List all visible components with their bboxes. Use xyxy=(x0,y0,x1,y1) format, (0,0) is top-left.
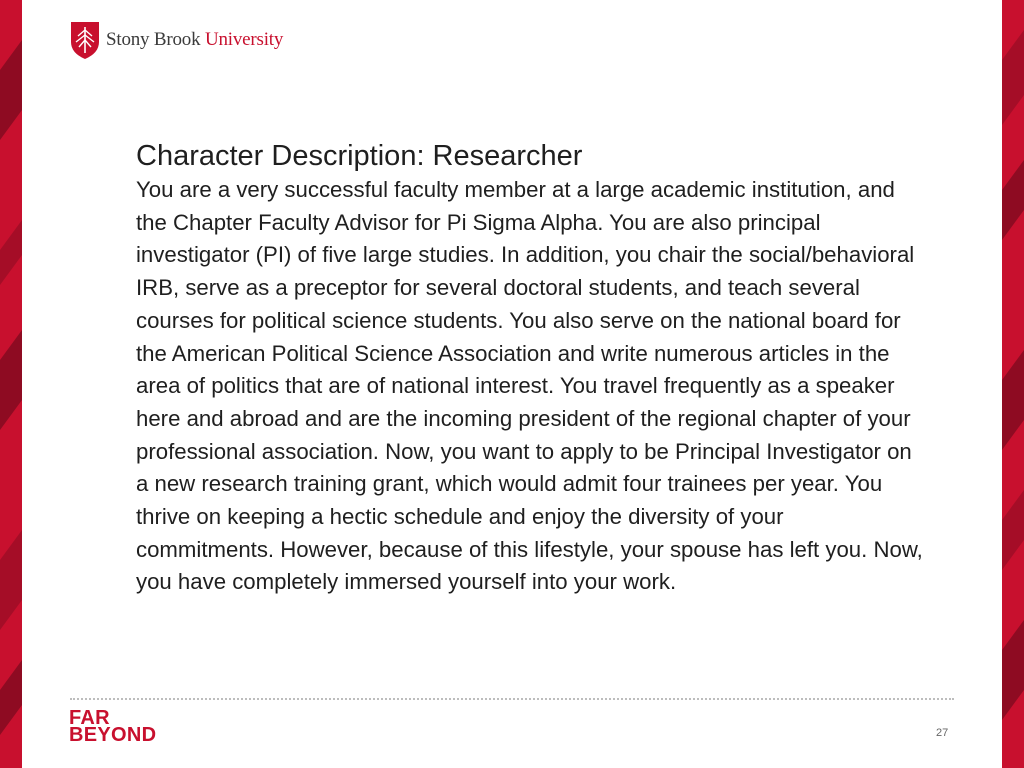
far-beyond-line1: FAR xyxy=(69,707,110,729)
far-beyond-line2: BEYOND xyxy=(69,724,157,746)
slide-body-text: You are a very successful faculty member at a large academic institution, and the Chapter Faculty Advisor for Pi Sigma Alpha. You are also principal investigator (PI) of five large studies. In addition, you chair the social/behavioral IRB, serve as a preceptor for several doctoral students, and teach several courses for political science students. You also serve on the national board for the American Political Science Association and write numerous articles in the area of politics that are of national interest. You travel frequently as a speaker here and abroad and are the incoming president of the regional chapter of your professional association. Now, you want to apply to be Principal Investigator on a new research training grant, which would admit four trainees per year. You thrive on keeping a hectic schedule and enjoy the diversity of your commitments. However, because of this lifestyle, your spouse has left you. Now, you have completely immersed yourself into your work. xyxy=(136,177,923,595)
logo-name: Stony Brook xyxy=(106,29,201,50)
logo-wordmark xyxy=(106,29,283,51)
far-beyond-logo xyxy=(69,707,157,746)
stony-brook-logo xyxy=(70,20,283,60)
footer-divider xyxy=(70,698,954,700)
left-decorative-band xyxy=(0,0,22,768)
shield-icon xyxy=(70,20,100,60)
page-number: 27 xyxy=(936,727,949,739)
logo-suffix: University xyxy=(204,29,284,50)
slide-title: Character Description: Researcher xyxy=(136,140,583,172)
slide-content xyxy=(136,138,926,599)
right-decorative-band xyxy=(1002,0,1024,768)
